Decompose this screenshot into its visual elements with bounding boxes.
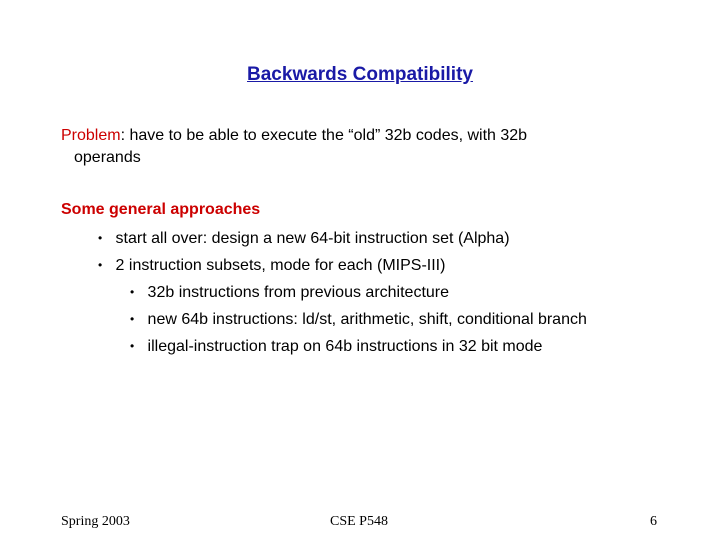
slide-title: Backwards Compatibility: [247, 64, 473, 85]
bullet-icon: •: [130, 285, 135, 299]
sub-list-item: [130, 338, 542, 356]
sub-list-item-text: illegal-instruction trap on 64b instructions in 32 bit mode: [147, 338, 543, 355]
problem-label: Problem: [61, 127, 121, 144]
bullet-icon: •: [98, 231, 103, 245]
sub-list-item: [130, 311, 587, 329]
bullet-icon: •: [130, 339, 135, 353]
list-item: [98, 257, 445, 275]
problem-text-continued: operands: [74, 149, 141, 166]
problem-statement: [61, 125, 661, 169]
sub-list-item-text: 32b instructions from previous architecture: [147, 284, 450, 301]
sub-list-item: [130, 284, 449, 302]
problem-text: : have to be able to execute the “old” 32b codes, with 32b: [120, 127, 528, 144]
bullet-icon: •: [130, 312, 135, 326]
footer-course: CSE P548: [330, 514, 388, 529]
footer-page-number: 6: [650, 514, 657, 529]
list-item: [98, 230, 510, 248]
sub-list-item-text: new 64b instructions: ld/st, arithmetic, shift, conditional branch: [147, 311, 587, 328]
list-item-text: 2 instruction subsets, mode for each (MIPS-III): [115, 257, 446, 274]
footer-date: Spring 2003: [61, 514, 130, 529]
approaches-heading: Some general approaches: [61, 201, 261, 218]
list-item-text: start all over: design a new 64-bit instruction set (Alpha): [115, 230, 510, 247]
bullet-icon: •: [98, 258, 103, 272]
